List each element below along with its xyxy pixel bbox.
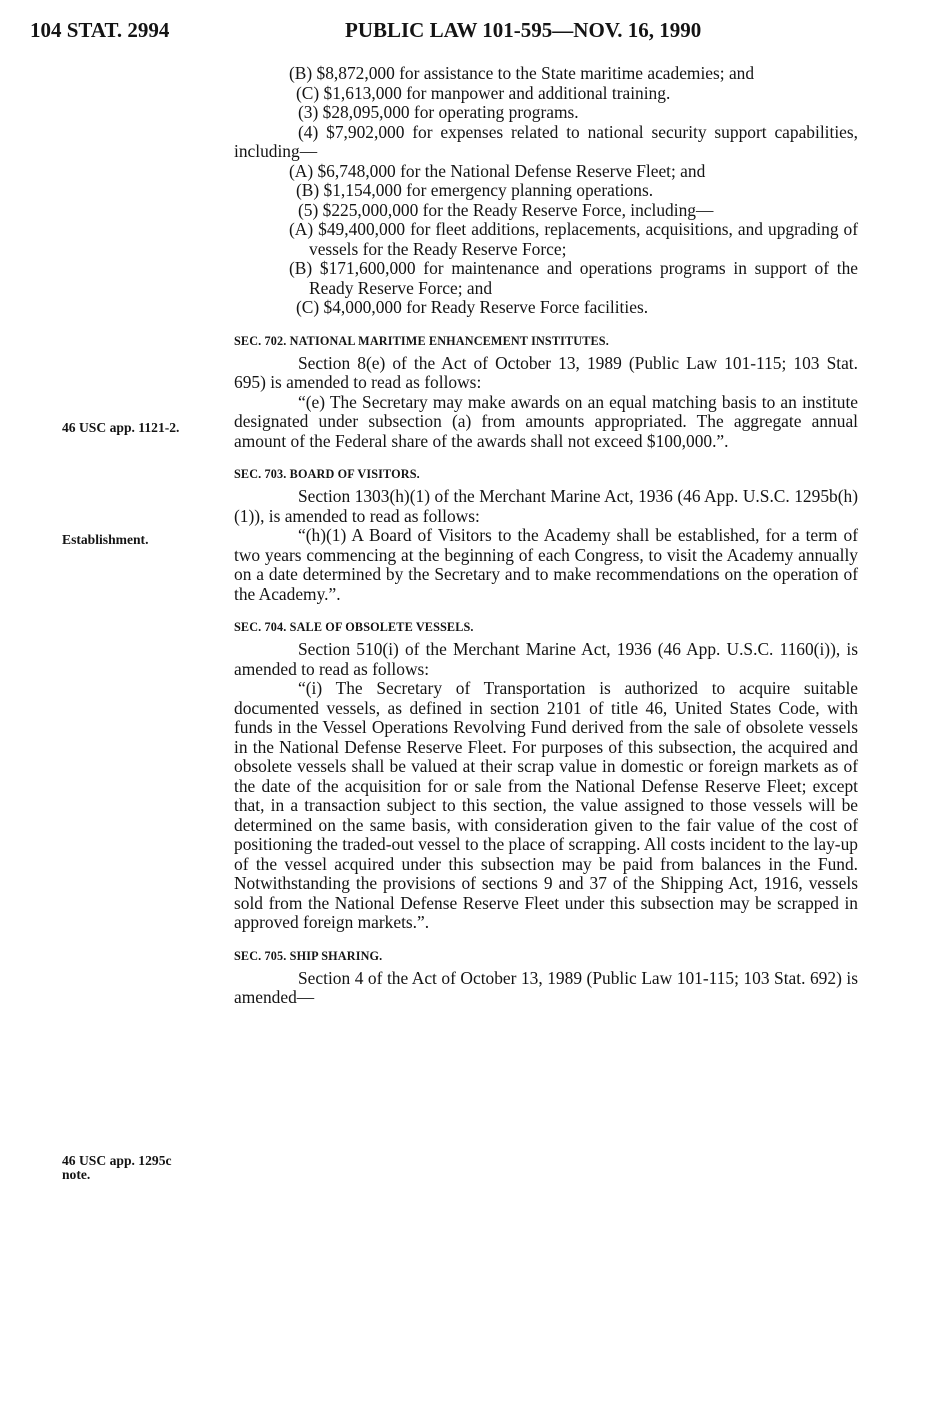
sec703-para-1: Section 1303(h)(1) of the Merchant Marine Act, 1936 (46 App. U.S.C. 1295b(h)(1)), is amended to read as follows:	[234, 486, 858, 526]
sec701-para-5b: (B) $171,600,000 for maintenance and operations programs in support of the Ready Reserve Force; and	[289, 258, 858, 298]
sec702-heading: SEC. 702. NATIONAL MARITIME ENHANCEMENT INSTITUTES.	[234, 333, 609, 348]
margin-note-sec705: 46 USC app. 1295c note.	[62, 1153, 172, 1182]
sec701-para-5: (5) $225,000,000 for the Ready Reserve Force, including—	[298, 199, 714, 220]
sec701-para-4a: (A) $6,748,000 for the National Defense Reserve Fleet; and	[289, 160, 706, 181]
sec701-para-4: (4) $7,902,000 for expenses related to national security support capabilities, including—	[234, 121, 858, 161]
page-stat-number: 104 STAT. 2994	[30, 18, 170, 42]
sec703-para-2: “(h)(1) A Board of Visitors to the Academy shall be established, for a term of two years commencing at the beginning of each Congress, to visit the Academy annually on a date determined by the Secretary and to make recommendations on the operation of the Academy.”.	[234, 525, 858, 604]
sec704-para-1: Section 510(i) of the Merchant Marine Act, 1936 (46 App. U.S.C. 1160(i)), is amended to read as follows:	[234, 639, 858, 679]
running-head: PUBLIC LAW 101-595—NOV. 16, 1990	[345, 18, 702, 42]
sec702-para-2: “(e) The Secretary may make awards on an equal matching basis to an institute designated under subsection (a) from amounts appropriated. The aggregate annual amount of the Federal share of the awards shall not exceed $100,000.”.	[234, 391, 858, 451]
sec704-heading: SEC. 704. SALE OF OBSOLETE VESSELS.	[234, 620, 474, 634]
sec702-para-1: Section 8(e) of the Act of October 13, 1989 (Public Law 101-115; 103 Stat. 695) is amended to read as follows:	[234, 352, 858, 392]
sec703-heading: SEC. 703. BOARD OF VISITORS.	[234, 467, 420, 481]
sec705-para-1: Section 4 of the Act of October 13, 1989 (Public Law 101-115; 103 Stat. 692) is amended—	[234, 967, 858, 1007]
margin-note-sec703: Establishment.	[62, 532, 149, 547]
sec701-item-c: (C) $1,613,000 for manpower and additional training.	[296, 82, 671, 103]
sec701-item-b: (B) $8,872,000 for assistance to the State maritime academies; and	[289, 63, 755, 83]
sec704-para-2: “(i) The Secretary of Transportation is authorized to acquire suitable documented vessels, as defined in section 2101 of title 46, United States Code, with funds in the Vessel Operations Revolving Fund derived from the sale of obsolete vessels in the National Defense Reserve Fleet. For purposes of this subsection, the acquired and obsolete vessels shall be valued at their scrap value in domestic or foreign markets as of the date of the acquisition for or sale from the National Defense Reserve Fleet; except that, in a transaction subject to this section, the value assigned to those vessels will be determined on the same basis, with consideration given to the fair value of the cost of positioning the traded-out vessel to the place of scrapping. All costs incident to the lay-up of the vessel acquired under this subsection may be paid from balances in the Fund. Notwithstanding the provisions of sections 9 and 37 of the Shipping Act, 1916, vessels sold from the National Defense Reserve Fleet under this subsection may be scrapped in approved foreign markets.”.	[234, 678, 858, 932]
margin-note-sec702: 46 USC app. 1121-2.	[62, 420, 180, 435]
sec701-para-4b: (B) $1,154,000 for emergency planning operations.	[296, 180, 654, 200]
page-body	[234, 64, 858, 1008]
sec701-para-3: (3) $28,095,000 for operating programs.	[298, 102, 579, 122]
sec705-heading: SEC. 705. SHIP SHARING.	[234, 948, 383, 963]
sec701-para-5c: (C) $4,000,000 for Ready Reserve Force facilities.	[296, 297, 649, 317]
sec701-para-5a: (A) $49,400,000 for fleet additions, replacements, acquisitions, and upgrading of vessels for the Ready Reserve Force;	[289, 219, 858, 259]
